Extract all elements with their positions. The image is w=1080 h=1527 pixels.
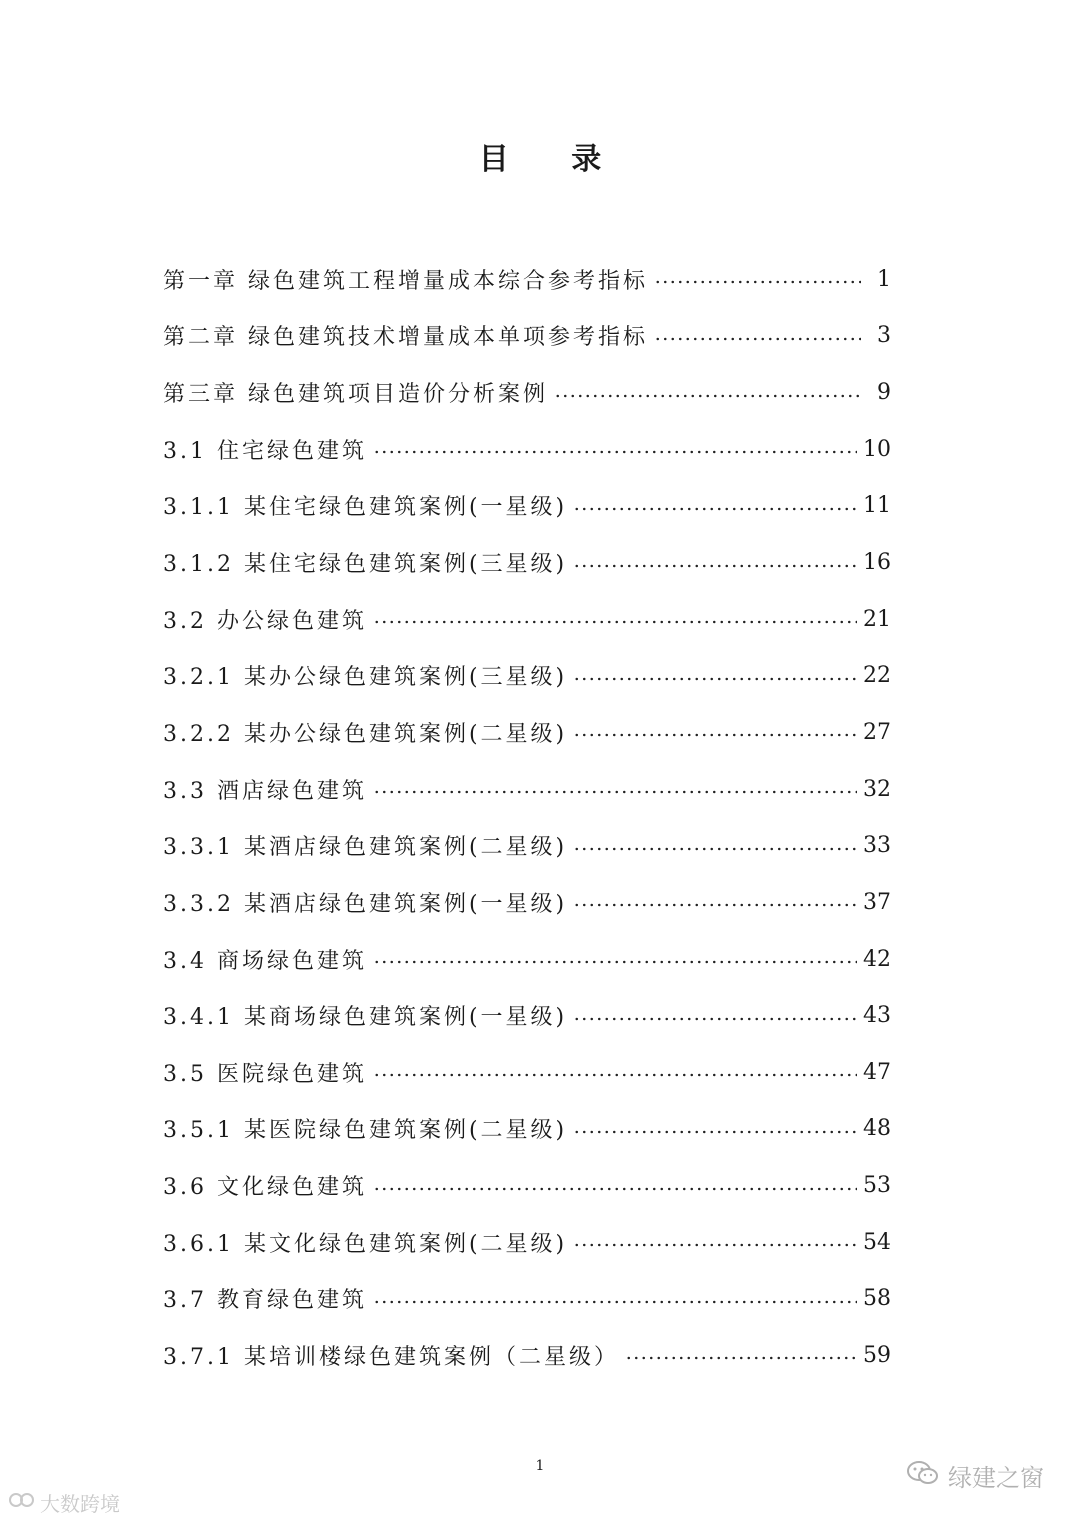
toc-entry-label: 3.7 教育绿色建筑 — [163, 1288, 367, 1314]
toc-dot-leader — [573, 564, 857, 568]
toc-dot-leader — [573, 733, 857, 737]
toc-entry-label: 3.4.1 某商场绿色建筑案例(一星级) — [163, 1005, 568, 1031]
toc-entry-page: 48 — [863, 1116, 891, 1142]
toc-entry-page: 59 — [863, 1342, 891, 1368]
toc-entry[interactable] — [163, 421, 891, 478]
toc-entry[interactable] — [163, 591, 891, 648]
toc-dot-leader — [573, 507, 857, 511]
toc-entry-label: 3.2 办公绿色建筑 — [163, 608, 367, 634]
toc-entry[interactable] — [163, 647, 891, 704]
toc-entry[interactable] — [163, 308, 891, 365]
toc-entry-page: 53 — [863, 1173, 891, 1199]
toc-entry-page: 11 — [863, 493, 891, 519]
toc-entry-page: 22 — [863, 663, 891, 689]
toc-entry-page: 27 — [863, 719, 891, 745]
brand-logo-icon — [8, 1490, 36, 1515]
toc-dot-leader — [373, 450, 857, 454]
toc-entry-label: 3.3.1 某酒店绿色建筑案例(二星级) — [163, 835, 568, 861]
toc-entry-page: 3 — [877, 323, 891, 349]
toc-entry[interactable] — [163, 1044, 891, 1101]
toc-dot-leader — [625, 1356, 857, 1360]
toc-entry-label: 3.5 医院绿色建筑 — [163, 1061, 367, 1087]
toc-entry-page: 47 — [863, 1059, 891, 1085]
toc-dot-leader — [373, 1300, 857, 1304]
toc-entry-page: 32 — [863, 776, 891, 802]
toc-entry-page: 1 — [877, 266, 891, 292]
toc-dot-leader — [573, 903, 857, 907]
toc-entry[interactable] — [163, 1214, 891, 1271]
toc-entry[interactable] — [163, 987, 891, 1044]
watermark-right — [906, 1458, 1044, 1493]
toc-entry[interactable] — [163, 1157, 891, 1214]
wechat-icon — [906, 1459, 940, 1493]
toc-dot-leader — [554, 394, 861, 398]
watermark-right-text: 绿建之窗 — [948, 1464, 1044, 1492]
toc-entry[interactable] — [163, 534, 891, 591]
toc-entry-label: 3.2.2 某办公绿色建筑案例(二星级) — [163, 721, 568, 747]
toc-entry[interactable] — [163, 931, 891, 988]
toc-entry-label: 第一章 绿色建筑工程增量成本综合参考指标 — [163, 268, 648, 294]
toc-dot-leader — [573, 847, 857, 851]
toc-dot-leader — [573, 1243, 857, 1247]
toc-entry-page: 42 — [863, 946, 891, 972]
toc-entry-page: 21 — [863, 606, 891, 632]
toc-entry[interactable] — [163, 1101, 891, 1158]
page-title: 目 录 — [478, 142, 628, 177]
toc-dot-leader — [573, 677, 857, 681]
toc-dot-leader — [373, 790, 857, 794]
toc-entry-page: 9 — [877, 380, 891, 406]
toc-entry[interactable] — [163, 1327, 891, 1384]
toc-entry[interactable] — [163, 817, 891, 874]
toc-entry[interactable] — [163, 364, 891, 421]
toc-entry-page: 37 — [863, 889, 891, 915]
toc-dot-leader — [373, 1187, 857, 1191]
toc-entry-label: 3.4 商场绿色建筑 — [163, 948, 367, 974]
toc-dot-leader — [373, 960, 857, 964]
toc-entry[interactable] — [163, 874, 891, 931]
toc-entry-page: 10 — [863, 436, 891, 462]
watermark-left-text: 大数跨境 — [40, 1492, 120, 1516]
toc-entry[interactable] — [163, 761, 891, 818]
toc-dot-leader — [654, 337, 861, 341]
toc-entry-label: 3.1.2 某住宅绿色建筑案例(三星级) — [163, 552, 568, 578]
toc-entry-page: 16 — [863, 550, 891, 576]
toc-entry-label: 3.3.2 某酒店绿色建筑案例(一星级) — [163, 891, 568, 917]
toc-entry-label: 3.1.1 某住宅绿色建筑案例(一星级) — [163, 495, 568, 521]
toc-entry-label: 3.5.1 某医院绿色建筑案例(二星级) — [163, 1118, 568, 1144]
toc-dot-leader — [573, 1130, 857, 1134]
watermark-left — [8, 1488, 120, 1517]
toc-entry[interactable] — [163, 251, 891, 308]
toc-dot-leader — [654, 280, 861, 284]
toc-entry-page: 58 — [863, 1286, 891, 1312]
toc-entry-page: 33 — [863, 833, 891, 859]
toc-entry[interactable] — [163, 478, 891, 535]
toc-dot-leader — [573, 1017, 857, 1021]
page-number: 1 — [535, 1458, 545, 1474]
toc-entry-label: 3.1 住宅绿色建筑 — [163, 438, 367, 464]
toc-dot-leader — [373, 620, 857, 624]
toc-entry[interactable] — [163, 1271, 891, 1328]
toc-entry-page: 43 — [863, 1003, 891, 1029]
toc-entry-label: 3.2.1 某办公绿色建筑案例(三星级) — [163, 665, 568, 691]
table-of-contents — [163, 251, 891, 1384]
toc-entry-label: 3.6 文化绿色建筑 — [163, 1175, 367, 1201]
toc-entry-label: 3.3 酒店绿色建筑 — [163, 778, 367, 804]
toc-entry-label: 第三章 绿色建筑项目造价分析案例 — [163, 382, 548, 408]
toc-entry-label: 3.6.1 某文化绿色建筑案例(二星级) — [163, 1231, 568, 1257]
toc-entry-label: 第二章 绿色建筑技术增量成本单项参考指标 — [163, 325, 648, 351]
toc-entry[interactable] — [163, 704, 891, 761]
toc-dot-leader — [373, 1073, 857, 1077]
toc-entry-label: 3.7.1 某培训楼绿色建筑案例（二星级） — [163, 1344, 619, 1370]
toc-entry-page: 54 — [863, 1229, 891, 1255]
